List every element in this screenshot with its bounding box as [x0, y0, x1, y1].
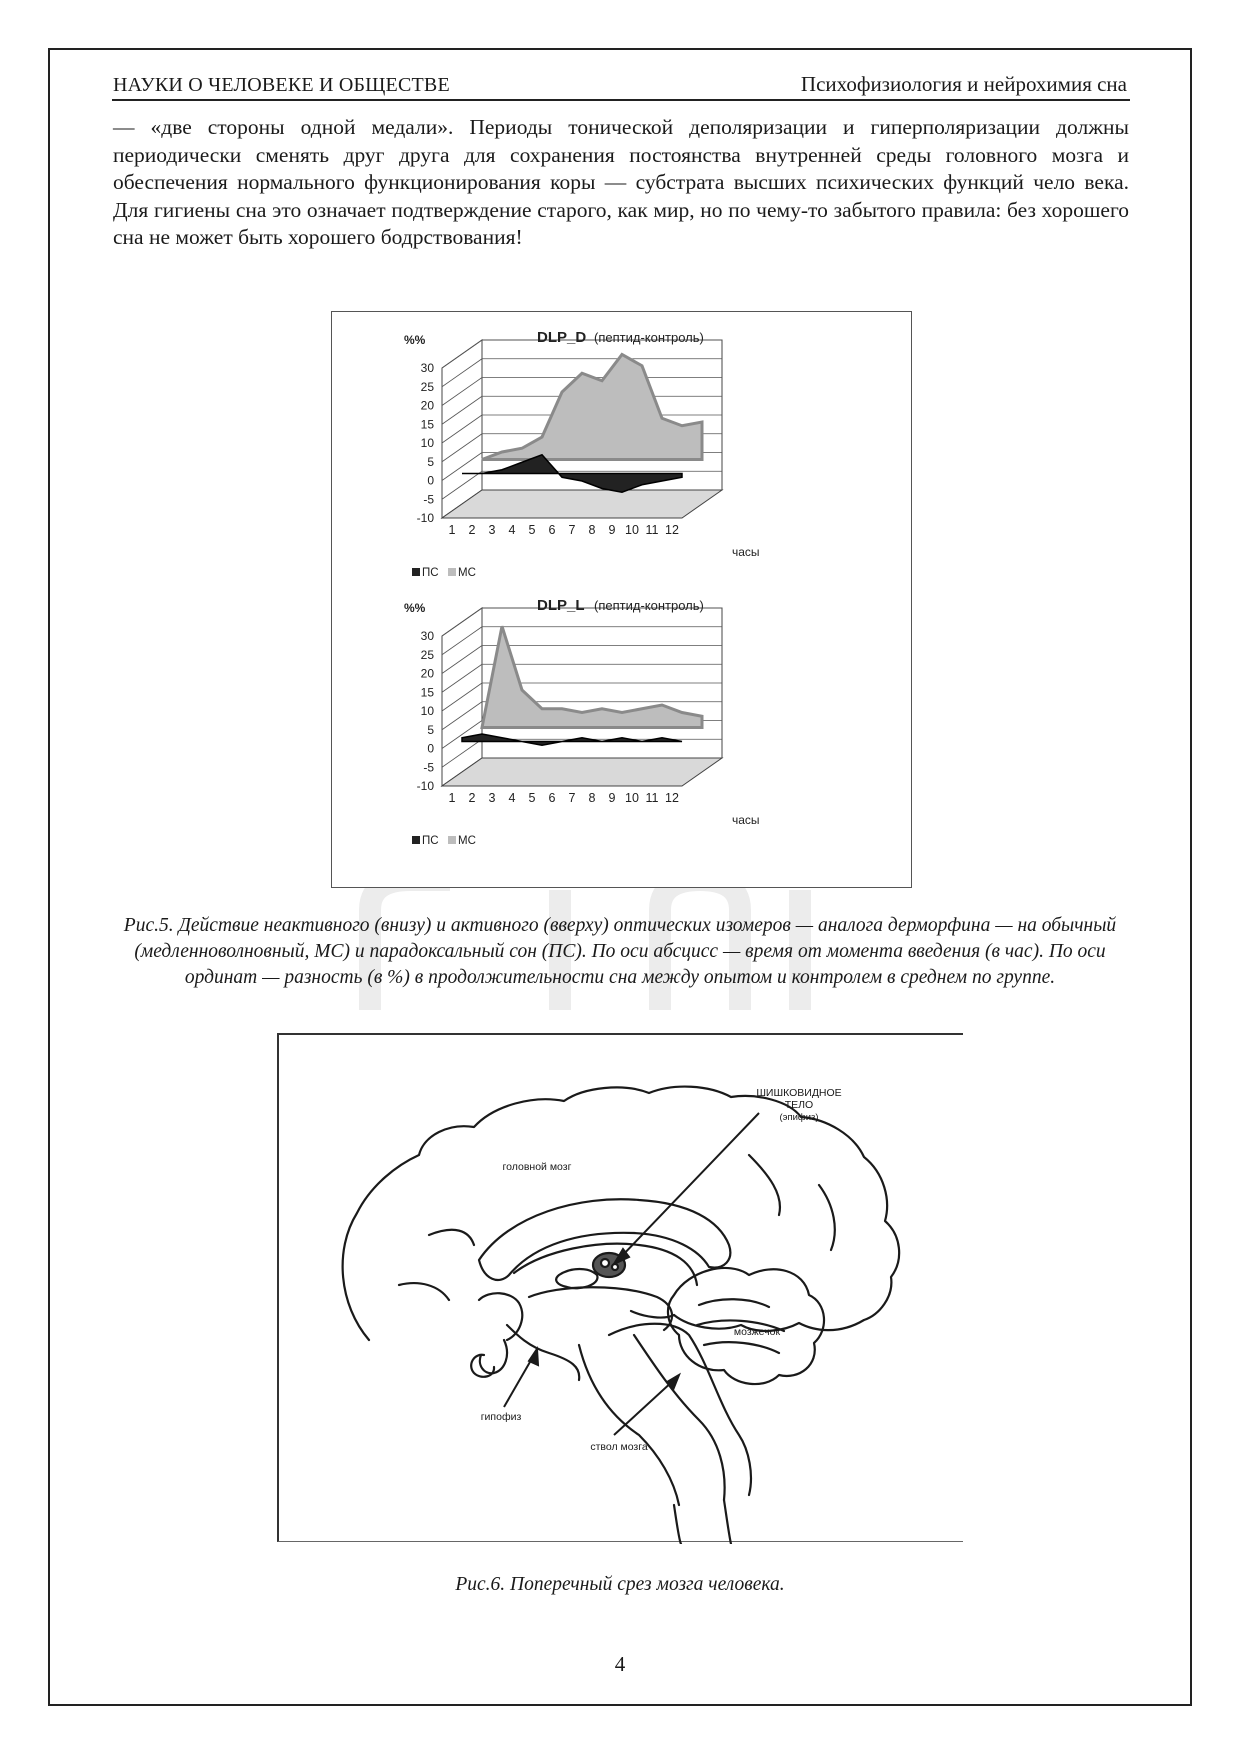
chart1-ytick-label: 15 [420, 417, 434, 432]
chart1-xtick-label: 12 [665, 523, 679, 537]
header-rule [112, 99, 1130, 101]
chart2-title-rest: (пептид-контроль) [594, 598, 704, 613]
chart1-xtick-label: 11 [645, 523, 659, 537]
chart1-title-bold: DLP_D [537, 329, 587, 346]
chart2-floor [442, 758, 722, 786]
chart1-ytick-label: 25 [420, 379, 434, 394]
chart2-xtick-label: 8 [588, 791, 596, 805]
chart1-ytick-label: 30 [420, 361, 434, 375]
brainstem-outline [609, 1324, 751, 1495]
chart2-xtick-label: 5 [528, 791, 536, 805]
chart1-ytick-label: 0 [427, 473, 434, 488]
running-header-right: Психофизиология и нейрохимия сна [800, 72, 1127, 96]
pointer-pineal [619, 1113, 759, 1259]
chart2-title-bold: DLP_L [537, 597, 585, 614]
pointer-brainstem [614, 1380, 674, 1435]
body-text [113, 114, 1129, 252]
chart2-legend-swatch-ps [412, 836, 420, 844]
label-cerebellum: мозжечок [733, 1326, 781, 1338]
chart2-xtick-label: 6 [548, 791, 556, 805]
chart1-xlabel: часы [732, 545, 760, 559]
chart2-ytick-label: 30 [420, 629, 434, 643]
chart2-ytick-label: 0 [427, 741, 434, 756]
chart2-xtick-label: 4 [508, 791, 516, 805]
chart2-ytick-label: 15 [420, 685, 434, 700]
chart1-ytick-label: 10 [420, 436, 434, 450]
chart2-xtick-label: 7 [568, 791, 576, 805]
page-number: 4 [614, 1652, 626, 1676]
chart1-ylabel: %% [404, 333, 426, 347]
chart2-ytick-label: 5 [427, 722, 434, 737]
chart2-ytick-label: 20 [420, 666, 434, 681]
figure-5 [331, 311, 912, 888]
chart1-xtick-label: 8 [588, 523, 596, 537]
chart2-ytick-label: -5 [423, 760, 434, 775]
label-pituitary: гипофиз [480, 1411, 522, 1423]
chart1-xtick-label: 5 [528, 523, 536, 537]
pointer-pituitary [504, 1355, 534, 1407]
figure-6-caption: Рис.6. Поперечный срез мозга человека. [455, 1574, 785, 1595]
chart2-ytick-label: 25 [420, 647, 434, 662]
chart1-xtick-label: 6 [548, 523, 556, 537]
label-pineal-line3: (эпифиз) [779, 1112, 819, 1123]
chart1-xtick-label: 9 [608, 523, 616, 537]
label-cerebrum: головной мозг [502, 1161, 572, 1173]
chart2-ytick-label: -10 [416, 779, 434, 793]
chart1-xtick-label: 7 [568, 523, 576, 537]
chart2-xlabel: часы [732, 813, 760, 827]
chart2-legend-ps: ПС [422, 835, 439, 847]
chart2-xtick-label: 9 [608, 791, 616, 805]
pituitary-outline [471, 1355, 494, 1377]
figure-5-charts [332, 312, 913, 889]
cerebrum-outline [343, 1087, 900, 1340]
chart2-xtick-label: 12 [665, 791, 679, 805]
chart2-ylabel: %% [404, 601, 426, 615]
brain-diagram [279, 1035, 965, 1544]
chart1-ytick-label: -10 [416, 511, 434, 525]
chart1-xtick-label: 3 [488, 523, 496, 537]
chart1-legend-swatch-ps [412, 568, 420, 576]
chart1-ytick-label: 5 [427, 454, 434, 469]
figure-6 [277, 1033, 963, 1542]
chart2-xtick-label: 11 [645, 791, 659, 805]
label-brainstem: ствол мозга [590, 1441, 648, 1453]
chart1-legend-swatch-ms [448, 568, 456, 576]
chart1-xtick-label: 2 [468, 523, 476, 537]
chart2-ytick-label: 10 [420, 704, 434, 718]
chart1-xtick-label: 1 [448, 523, 456, 537]
figure-5-caption: Рис.5. Действие неактивного (внизу) и активного (вверху) оптических изомеров — аналога дерморфина — на обычный (медленноволновный, МС) и парадоксальный сон (ПС). По оси абсцисс — время от момента введения (в час). По оси ординат — разность (в %) в продолжительности сна между опытом и контролем в среднем по группе. [123, 915, 1117, 988]
chart1-title-rest: (пептид-контроль) [594, 330, 704, 345]
label-pineal-line1: ШИШКОВИДНОЕ [756, 1087, 842, 1099]
chart2-xtick-label: 1 [448, 791, 456, 805]
running-header-left: НАУКИ О ЧЕЛОВЕКЕ И ОБЩЕСТВЕ [113, 74, 450, 96]
chart1-legend-ps: ПС [422, 567, 439, 579]
chart2-xtick-label: 2 [468, 791, 476, 805]
chart1-ytick-label: 20 [420, 398, 434, 413]
chart2-xtick-label: 10 [625, 791, 639, 805]
body-paragraph: — «две стороны одной медали». Периоды тонической деполяризации и гиперполяризации должны периодически сменять друг друга для сохранения постоянства внутренней среды головного мозга и обеспечения нормального функционирования коры — субстрата высших психических функций чело века. Для гигиены сна это означает подтверждение старого, как мир, но по чему-то забытого правила: без хорошего сна не может быть хорошего бодрствования! [113, 115, 1129, 249]
chart1-legend-ms: МС [458, 567, 476, 579]
label-pineal-line2: ТЕЛО [784, 1099, 814, 1111]
chart2-legend-swatch-ms [448, 836, 456, 844]
chart2-xtick-label: 3 [488, 791, 496, 805]
chart1-xtick-label: 4 [508, 523, 516, 537]
chart1-xtick-label: 10 [625, 523, 639, 537]
chart1-floor [442, 490, 722, 518]
chart2-legend-ms: МС [458, 835, 476, 847]
chart1-ytick-label: -5 [423, 492, 434, 507]
